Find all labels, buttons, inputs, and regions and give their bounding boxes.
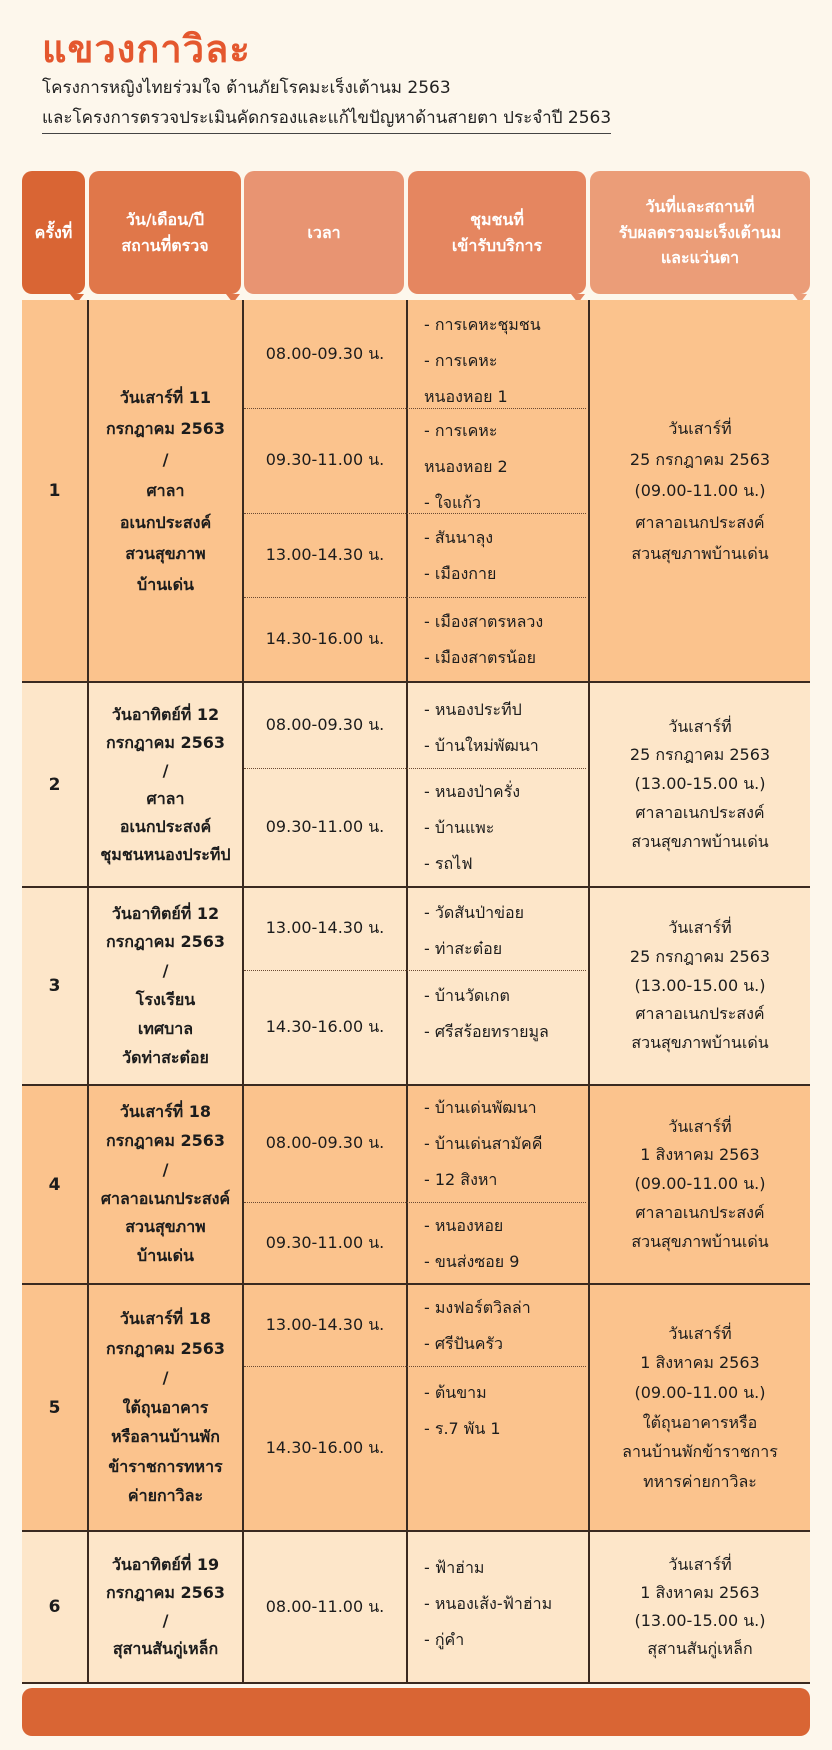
time-slot: 13.00-14.30 น. bbox=[265, 544, 385, 564]
page-title: แขวงกาวิละ bbox=[42, 27, 251, 71]
community-list: - การเคหะชุมชน - การเคหะ หนองหอย 1 bbox=[424, 315, 541, 406]
exam-date-place: วันเสาร์ที่ 18 กรกฎาคม 2563 / ศาลาอเนกประสงค์ สวนสุขภาพ บ้านเด่น bbox=[100, 1102, 231, 1266]
result-date-place: วันเสาร์ที่ 25 กรกฎาคม 2563 (13.00-15.00 น.) ศาลาอเนกประสงค์ สวนสุขภาพบ้านเด่น bbox=[629, 918, 771, 1053]
time-slot: 13.00-14.30 น. bbox=[265, 1314, 385, 1334]
community-list: - หนองป่าครั่ง - บ้านแพะ - รถไฟ bbox=[424, 782, 521, 873]
time-slot: 09.30-11.00 น. bbox=[265, 816, 385, 836]
time-slot: 09.30-11.00 น. bbox=[265, 450, 385, 469]
time-slot: 14.30-16.00 น. bbox=[265, 629, 385, 648]
community-list: - ฟ้าฮ่าม - หนองเส้ง-ฟ้าฮ่าม - กู่คำ bbox=[424, 1558, 553, 1649]
round-number: 3 bbox=[48, 976, 61, 996]
result-date-place: วันเสาร์ที่ 1 สิงหาคม 2563 (13.00-15.00 น.) สุสานสันกู่เหล็ก bbox=[634, 1555, 766, 1658]
round-number: 1 bbox=[48, 481, 61, 501]
community-list: - หนองประทีป - บ้านใหม่พัฒนา bbox=[424, 700, 539, 755]
community-list: - เมืองสาตรหลวง - เมืองสาตรน้อย bbox=[424, 612, 544, 667]
result-date-place: วันเสาร์ที่ 25 กรกฎาคม 2563 (13.00-15.00 น.) ศาลาอเนกประสงค์ สวนสุขภาพบ้านเด่น bbox=[629, 716, 771, 851]
round-number: 2 bbox=[48, 774, 61, 795]
time-slot: 13.00-14.30 น. bbox=[265, 918, 385, 937]
community-list: - มงฟอร์ตวิลล่า - ศรีปันครัว bbox=[424, 1298, 531, 1353]
time-slot: 14.30-16.00 น. bbox=[265, 1437, 385, 1457]
exam-date-place: วันอาทิตย์ที่ 12 กรกฎาคม 2563 / โรงเรียน เทศบาล วัดท่าสะต๋อย bbox=[105, 903, 226, 1067]
header-result: วันที่และสถานที่ รับผลตรวจมะเร็งเต้านม และแว่นตา bbox=[590, 171, 810, 294]
round-number: 5 bbox=[48, 1397, 61, 1418]
community-list: - ต้นขาม - ร.7 พัน 1 bbox=[424, 1383, 501, 1438]
result-date-place: วันเสาร์ที่ 1 สิงหาคม 2563 (09.00-11.00 น.) ศาลาอเนกประสงค์ สวนสุขภาพบ้านเด่น bbox=[631, 1116, 769, 1251]
time-slot: 14.30-16.00 น. bbox=[265, 1016, 385, 1036]
footer-bar bbox=[22, 1688, 810, 1736]
header-round: ครั้งที่ bbox=[22, 171, 85, 294]
header-community: ชุมชนที่ เข้ารับบริการ bbox=[408, 171, 586, 294]
time-slot: 09.30-11.00 น. bbox=[265, 1232, 385, 1252]
header-time: เวลา bbox=[244, 171, 404, 294]
round-number: 6 bbox=[48, 1597, 61, 1617]
time-slot: 08.00-09.30 น. bbox=[265, 1133, 385, 1152]
time-slot: 08.00-09.30 น. bbox=[265, 343, 385, 363]
result-date-place: วันเสาร์ที่ 1 สิงหาคม 2563 (09.00-11.00 น.) ใต้ถุนอาคารหรือ ลานบ้านพักข้าราชการ ทหารค่ายกาวิละ bbox=[622, 1323, 778, 1491]
result-date-place: วันเสาร์ที่ 25 กรกฎาคม 2563 (09.00-11.00 น.) ศาลาอเนกประสงค์ สวนสุขภาพบ้านเด่น bbox=[629, 419, 771, 563]
community-list: - หนองหอย - ขนส่งซอย 9 bbox=[424, 1216, 520, 1271]
grid-line bbox=[406, 300, 408, 1683]
exam-date-place: วันอาทิตย์ที่ 19 กรกฎาคม 2563 / สุสานสันกู่เหล็ก bbox=[105, 1555, 226, 1658]
subtitle-line-2: และโครงการตรวจประเมินคัดกรองและแก้ไขปัญหาด้านสายตา ประจำปี 2563 bbox=[42, 104, 611, 134]
community-list: - บ้านเด่นพัฒนา - บ้านเด่นสามัคคี - 12 สิงหา bbox=[424, 1098, 543, 1189]
community-list: - บ้านวัดเกต - ศรีสร้อยทรายมูล bbox=[424, 986, 549, 1041]
time-slot: 08.00-11.00 น. bbox=[265, 1596, 385, 1616]
exam-date-place: วันเสาร์ที่ 18 กรกฎาคม 2563 / ใต้ถุนอาคาร หรือลานบ้านพัก ข้าราชการทหาร ค่ายกาวิละ bbox=[105, 1308, 226, 1506]
exam-date-place: วันอาทิตย์ที่ 12 กรกฎาคม 2563 / ศาลา อเนกประสงค์ ชุมชนหนองประทีป bbox=[100, 704, 231, 864]
round-number: 4 bbox=[48, 1174, 61, 1195]
time-slot: 08.00-09.30 น. bbox=[265, 714, 385, 734]
exam-date-place: วันเสาร์ที่ 11 กรกฎาคม 2563 / ศาลา อเนกประสงค์ สวนสุขภาพ บ้านเด่น bbox=[105, 387, 226, 594]
community-list: - การเคหะ หนองหอย 2 - ใจแก้ว bbox=[424, 421, 508, 512]
community-list: - สันนาลุง - เมืองกาย bbox=[424, 528, 497, 583]
subtitle-line-1: โครงการหญิงไทยร่วมใจ ต้านภัยโรคมะเร็งเต้านม 2563 bbox=[42, 78, 451, 98]
header-date-place: วัน/เดือน/ปี สถานที่ตรวจ bbox=[89, 171, 241, 294]
community-list: - วัดสันป่าข่อย - ท่าสะต๋อย bbox=[424, 903, 524, 958]
